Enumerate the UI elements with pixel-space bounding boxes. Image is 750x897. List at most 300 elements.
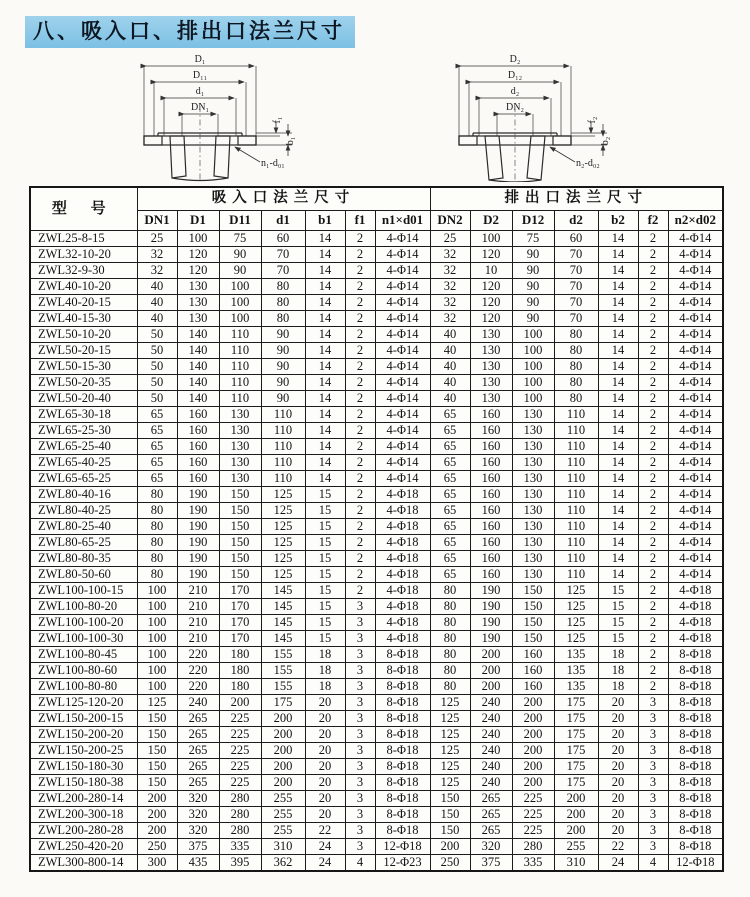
dimension-cell: 3 <box>638 791 668 807</box>
dimension-cell: 65 <box>137 455 177 471</box>
dimension-cell: 125 <box>261 567 305 583</box>
table-row <box>30 503 723 519</box>
dimension-cell: 24 <box>598 855 638 872</box>
dimension-cell: 4-Φ18 <box>375 567 430 583</box>
dimension-cell: 14 <box>305 311 345 327</box>
dimension-cell: 3 <box>345 599 375 615</box>
dimension-cell: 40 <box>430 327 470 343</box>
dimension-cell: 125 <box>430 711 470 727</box>
dimension-cell: 65 <box>430 423 470 439</box>
dimension-cell: 80 <box>430 663 470 679</box>
dimension-cell: 200 <box>261 711 305 727</box>
dimension-cell: 200 <box>261 775 305 791</box>
dimension-cell: 240 <box>470 695 512 711</box>
dimension-cell: 70 <box>261 263 305 279</box>
dimension-cell: 2 <box>638 423 668 439</box>
dimension-cell: 18 <box>305 647 345 663</box>
dimension-cell: 2 <box>345 295 375 311</box>
dimension-cell: 8-Φ18 <box>668 775 723 791</box>
dimension-cell: 12-Φ23 <box>375 855 430 872</box>
dimension-cell: 200 <box>261 759 305 775</box>
dimension-cell: 240 <box>470 711 512 727</box>
dimension-cell: 125 <box>430 695 470 711</box>
dimension-cell: 2 <box>638 439 668 455</box>
dimension-cell: 18 <box>598 679 638 695</box>
model-cell: ZWL40-10-20 <box>30 279 137 295</box>
dimension-cell: 125 <box>430 727 470 743</box>
dimension-cell: 150 <box>219 567 261 583</box>
dimension-cell: 8-Φ18 <box>668 743 723 759</box>
dimension-cell: 32 <box>430 247 470 263</box>
dimension-cell: 65 <box>137 407 177 423</box>
dimension-cell: 20 <box>305 743 345 759</box>
dimension-cell: 150 <box>430 807 470 823</box>
model-cell: ZWL100-100-15 <box>30 583 137 599</box>
dimension-cell: 155 <box>261 647 305 663</box>
dimension-cell: 265 <box>177 727 219 743</box>
dimension-cell: 8-Φ18 <box>668 839 723 855</box>
dimension-cell: 125 <box>261 487 305 503</box>
dimension-cell: 4 <box>638 855 668 872</box>
dimension-cell: 14 <box>598 391 638 407</box>
dimension-cell: 2 <box>638 551 668 567</box>
dimension-cell: 280 <box>219 807 261 823</box>
dimension-cell: 80 <box>261 295 305 311</box>
table-row <box>30 439 723 455</box>
dimension-cell: 65 <box>430 567 470 583</box>
dimension-cell: 130 <box>177 311 219 327</box>
table-row <box>30 791 723 807</box>
dimension-cell: 3 <box>638 743 668 759</box>
dimension-cell: 20 <box>598 823 638 839</box>
dimension-cell: 14 <box>598 263 638 279</box>
dimension-cell: 14 <box>305 455 345 471</box>
dimension-cell: 180 <box>219 663 261 679</box>
dimension-cell: 2 <box>345 455 375 471</box>
dimension-cell: 110 <box>261 455 305 471</box>
model-cell: ZWL150-200-25 <box>30 743 137 759</box>
table-row <box>30 743 723 759</box>
dimension-cell: 255 <box>261 823 305 839</box>
dimension-cell: 130 <box>219 439 261 455</box>
dimension-cell: 140 <box>177 327 219 343</box>
dimension-cell: 190 <box>470 599 512 615</box>
dimension-cell: 2 <box>638 455 668 471</box>
dimension-cell: 80 <box>137 519 177 535</box>
dimension-cell: 4-Φ14 <box>668 247 723 263</box>
dimension-cell: 4-Φ14 <box>375 247 430 263</box>
dimension-cell: 3 <box>345 615 375 631</box>
model-cell: ZWL65-65-25 <box>30 471 137 487</box>
table-row <box>30 455 723 471</box>
dimension-cell: 180 <box>219 647 261 663</box>
dimension-cell: 210 <box>177 599 219 615</box>
flange-cross-section <box>459 106 571 182</box>
model-cell: ZWL80-80-35 <box>30 551 137 567</box>
dimension-cell: 2 <box>345 247 375 263</box>
dimension-cell: 160 <box>470 519 512 535</box>
model-cell: ZWL100-80-20 <box>30 599 137 615</box>
dimension-cell: 14 <box>598 407 638 423</box>
dimension-cell: 150 <box>512 583 554 599</box>
dimension-cell: 4-Φ18 <box>375 631 430 647</box>
model-cell: ZWL150-200-20 <box>30 727 137 743</box>
dimension-cell: 65 <box>430 551 470 567</box>
dimension-cell: 12-Φ18 <box>668 855 723 872</box>
dimension-cell: 3 <box>638 759 668 775</box>
dimension-cell: 255 <box>261 791 305 807</box>
dimension-cell: 70 <box>554 279 598 295</box>
table-row <box>30 695 723 711</box>
dimension-cell: 2 <box>345 551 375 567</box>
dim-label-D1x: D₁₁ <box>192 70 208 81</box>
dimension-cell: 110 <box>554 455 598 471</box>
dimension-cell: 50 <box>137 327 177 343</box>
dimension-cell: 140 <box>177 359 219 375</box>
dimension-cell: 8-Φ18 <box>375 759 430 775</box>
dimension-cell: 120 <box>470 295 512 311</box>
table-row <box>30 599 723 615</box>
table-row <box>30 807 723 823</box>
dimension-cell: 90 <box>512 263 554 279</box>
model-cell: ZWL300-800-14 <box>30 855 137 872</box>
dimension-cell: 100 <box>137 679 177 695</box>
dimension-cell: 150 <box>430 791 470 807</box>
dimension-cell: 20 <box>305 711 345 727</box>
dimension-cell: 2 <box>638 279 668 295</box>
dimension-cell: 80 <box>137 567 177 583</box>
dimension-cell: 130 <box>470 375 512 391</box>
dimension-cell: 8-Φ18 <box>375 791 430 807</box>
dimension-cell: 130 <box>512 407 554 423</box>
dimension-cell: 8-Φ18 <box>668 679 723 695</box>
dimension-cell: 15 <box>305 567 345 583</box>
model-cell: ZWL80-40-25 <box>30 503 137 519</box>
dim-label-b: b₁ <box>285 136 296 146</box>
dimension-cell: 160 <box>177 423 219 439</box>
table-row <box>30 343 723 359</box>
dimension-cell: 200 <box>512 695 554 711</box>
dim-label-DN: DN₂ <box>506 102 524 113</box>
dimension-cell: 90 <box>261 359 305 375</box>
dimension-cell: 4-Φ14 <box>668 423 723 439</box>
dimension-cell: 14 <box>598 567 638 583</box>
model-cell: ZWL80-40-16 <box>30 487 137 503</box>
dimension-cell: 14 <box>598 471 638 487</box>
model-cell: ZWL50-10-20 <box>30 327 137 343</box>
dimension-cell: 145 <box>261 615 305 631</box>
dimension-cell: 4-Φ14 <box>668 231 723 247</box>
dimension-cell: 65 <box>430 455 470 471</box>
dimension-cell: 2 <box>345 327 375 343</box>
dimension-cell: 4-Φ14 <box>668 551 723 567</box>
dimension-cell: 80 <box>430 631 470 647</box>
dim-label-D1x: D₁₂ <box>507 70 523 81</box>
dimension-cell: 120 <box>470 247 512 263</box>
dimension-cell: 175 <box>554 711 598 727</box>
dimension-cell: 80 <box>430 599 470 615</box>
dimension-cell: 135 <box>554 647 598 663</box>
dimension-cell: 20 <box>598 727 638 743</box>
dimension-cell: 220 <box>177 679 219 695</box>
dimension-cell: 80 <box>430 615 470 631</box>
dimension-cell: 3 <box>638 727 668 743</box>
dimension-cell: 4-Φ14 <box>375 455 430 471</box>
dimension-cell: 14 <box>305 231 345 247</box>
dimension-cell: 4-Φ14 <box>668 279 723 295</box>
dimension-cell: 4-Φ14 <box>668 327 723 343</box>
dimension-cell: 4-Φ18 <box>668 615 723 631</box>
dimension-cell: 14 <box>598 519 638 535</box>
table-row <box>30 711 723 727</box>
dimension-cell: 110 <box>554 407 598 423</box>
dimension-cell: 100 <box>512 327 554 343</box>
dimension-cell: 160 <box>470 535 512 551</box>
table-row <box>30 839 723 855</box>
dim-label-DN: DN₁ <box>191 102 209 113</box>
dimension-cell: 3 <box>345 647 375 663</box>
dimension-cell: 20 <box>598 775 638 791</box>
dimension-cell: 4-Φ14 <box>668 375 723 391</box>
dimension-cell: 2 <box>345 311 375 327</box>
dimension-cell: 24 <box>305 839 345 855</box>
dimension-cell: 110 <box>554 439 598 455</box>
dimension-cell: 160 <box>470 551 512 567</box>
dimension-cell: 8-Φ18 <box>668 791 723 807</box>
dimension-cell: 200 <box>512 711 554 727</box>
dimension-cell: 8-Φ18 <box>375 823 430 839</box>
dimension-cell: 15 <box>305 599 345 615</box>
dimension-cell: 2 <box>638 583 668 599</box>
model-cell: ZWL200-300-18 <box>30 807 137 823</box>
dimension-cell: 2 <box>638 615 668 631</box>
suction-group-header: 吸入口法兰尺寸 <box>137 187 430 211</box>
dimension-cell: 155 <box>261 663 305 679</box>
dimension-cell: 225 <box>219 759 261 775</box>
table-row <box>30 679 723 695</box>
dimension-cell: 8-Φ18 <box>668 711 723 727</box>
dimension-cell: 3 <box>638 695 668 711</box>
dimension-cell: 250 <box>430 855 470 872</box>
dim-label-D: D₂ <box>509 54 521 65</box>
dimension-cell: 110 <box>219 391 261 407</box>
model-cell: ZWL100-80-80 <box>30 679 137 695</box>
dimension-cell: 2 <box>345 471 375 487</box>
dimension-cell: 2 <box>638 503 668 519</box>
dimension-cell: 80 <box>261 279 305 295</box>
dimension-cell: 2 <box>345 567 375 583</box>
dimension-cell: 14 <box>598 343 638 359</box>
dimension-cell: 14 <box>598 311 638 327</box>
dimension-cell: 65 <box>430 471 470 487</box>
dimension-cell: 20 <box>598 807 638 823</box>
dimension-cell: 14 <box>598 503 638 519</box>
dimension-cell: 110 <box>219 343 261 359</box>
model-cell: ZWL65-25-40 <box>30 439 137 455</box>
dimension-cell: 2 <box>638 663 668 679</box>
dimension-cell: 125 <box>554 615 598 631</box>
model-cell: ZWL150-200-15 <box>30 711 137 727</box>
dimension-cell: 80 <box>430 583 470 599</box>
dimension-cell: 4-Φ14 <box>668 311 723 327</box>
dimension-cell: 3 <box>345 791 375 807</box>
dimension-cell: 190 <box>177 519 219 535</box>
dimension-cell: 130 <box>512 471 554 487</box>
dimension-cell: 190 <box>177 535 219 551</box>
dimension-cell: 4-Φ14 <box>668 455 723 471</box>
dimension-cell: 200 <box>512 775 554 791</box>
dimension-cell: 2 <box>638 599 668 615</box>
dimension-cell: 20 <box>598 743 638 759</box>
dimension-cell: 130 <box>512 535 554 551</box>
dimension-cell: 125 <box>430 743 470 759</box>
model-cell: ZWL25-8-15 <box>30 231 137 247</box>
dimension-cell: 4-Φ14 <box>668 519 723 535</box>
dimension-cell: 4-Φ18 <box>668 631 723 647</box>
dimension-cell: 175 <box>554 727 598 743</box>
model-cell: ZWL50-15-30 <box>30 359 137 375</box>
dimension-cell: 70 <box>554 295 598 311</box>
diagrams-row <box>0 50 750 182</box>
dimension-cell: 2 <box>345 423 375 439</box>
dimension-cell: 14 <box>305 295 345 311</box>
dimension-cell: 110 <box>261 423 305 439</box>
dimension-cell: 110 <box>261 439 305 455</box>
dimension-cell: 70 <box>261 247 305 263</box>
model-cell: ZWL65-30-18 <box>30 407 137 423</box>
dimension-cell: 4-Φ14 <box>668 487 723 503</box>
dimension-cell: 4-Φ14 <box>668 407 723 423</box>
model-cell: ZWL80-25-40 <box>30 519 137 535</box>
dimension-cell: 150 <box>137 775 177 791</box>
dimension-cell: 3 <box>345 695 375 711</box>
dimension-cell: 100 <box>512 391 554 407</box>
dimension-cell: 18 <box>598 663 638 679</box>
suction-flange-diagram <box>100 50 335 182</box>
dimension-cell: 4-Φ14 <box>375 375 430 391</box>
dimension-cell: 125 <box>137 695 177 711</box>
dimension-cell: 200 <box>470 663 512 679</box>
dimension-cell: 3 <box>345 759 375 775</box>
dimension-cell: 125 <box>430 759 470 775</box>
dimension-cell: 8-Φ18 <box>375 695 430 711</box>
dimension-cell: 110 <box>261 471 305 487</box>
col-header-f1: f1 <box>345 211 375 231</box>
dimension-cell: 80 <box>554 343 598 359</box>
col-header-b2: b2 <box>598 211 638 231</box>
model-cell: ZWL65-40-25 <box>30 455 137 471</box>
dimension-cell: 3 <box>345 663 375 679</box>
dimension-cell: 110 <box>554 551 598 567</box>
dimension-cell: 110 <box>219 375 261 391</box>
dimension-cell: 4-Φ14 <box>668 471 723 487</box>
dimension-cell: 14 <box>598 295 638 311</box>
dimension-cell: 32 <box>430 279 470 295</box>
dimension-cell: 80 <box>554 375 598 391</box>
dimension-cell: 220 <box>177 663 219 679</box>
dimension-cell: 120 <box>177 263 219 279</box>
dimension-cell: 15 <box>305 503 345 519</box>
dimension-cell: 145 <box>261 583 305 599</box>
dimension-cell: 20 <box>598 791 638 807</box>
dimension-cell: 110 <box>554 535 598 551</box>
dimension-cell: 3 <box>638 823 668 839</box>
dimension-cell: 20 <box>305 807 345 823</box>
dimension-cell: 14 <box>305 423 345 439</box>
dimension-cell: 180 <box>219 679 261 695</box>
dimension-cell: 4-Φ14 <box>375 343 430 359</box>
dimension-cell: 110 <box>554 567 598 583</box>
dimension-cell: 2 <box>638 375 668 391</box>
dimension-cell: 90 <box>219 247 261 263</box>
col-header-dn1: DN1 <box>137 211 177 231</box>
dimension-cell: 18 <box>598 647 638 663</box>
dimension-cell: 130 <box>512 439 554 455</box>
dimension-cell: 2 <box>638 519 668 535</box>
dimension-cell: 20 <box>598 711 638 727</box>
dimension-cell: 150 <box>137 743 177 759</box>
dimension-cell: 110 <box>554 471 598 487</box>
dimension-cell: 3 <box>345 727 375 743</box>
dimension-cell: 160 <box>512 679 554 695</box>
dimension-cell: 225 <box>219 727 261 743</box>
dimension-cell: 4-Φ14 <box>375 439 430 455</box>
col-header-n2d02: n2×d02 <box>668 211 723 231</box>
dimension-cell: 160 <box>470 503 512 519</box>
dimension-cell: 75 <box>512 231 554 247</box>
dimension-cell: 14 <box>305 359 345 375</box>
dimension-cell: 310 <box>554 855 598 872</box>
dimension-cell: 200 <box>554 791 598 807</box>
dimension-cell: 130 <box>177 279 219 295</box>
dimension-cell: 4-Φ18 <box>375 487 430 503</box>
dimension-cell: 190 <box>177 503 219 519</box>
dimension-cell: 100 <box>137 663 177 679</box>
dimension-cell: 2 <box>638 647 668 663</box>
dimension-cell: 12-Φ18 <box>375 839 430 855</box>
dimension-cell: 100 <box>470 231 512 247</box>
col-header-f2: f2 <box>638 211 668 231</box>
dimension-cell: 320 <box>177 791 219 807</box>
dimension-cell: 160 <box>470 423 512 439</box>
model-column-header: 型 号 <box>30 187 137 231</box>
dimension-cell: 8-Φ18 <box>375 775 430 791</box>
dimension-cell: 160 <box>470 407 512 423</box>
dimension-cell: 3 <box>345 807 375 823</box>
dimension-cell: 250 <box>137 839 177 855</box>
dimension-cell: 4-Φ14 <box>375 311 430 327</box>
model-cell: ZWL32-10-20 <box>30 247 137 263</box>
dimension-cell: 125 <box>554 583 598 599</box>
dimension-cell: 65 <box>137 423 177 439</box>
dimension-cell: 2 <box>638 295 668 311</box>
dimension-cell: 3 <box>345 679 375 695</box>
dimension-cell: 225 <box>512 823 554 839</box>
table-row <box>30 583 723 599</box>
dimension-cell: 130 <box>512 567 554 583</box>
dimension-cell: 2 <box>345 503 375 519</box>
dimension-cell: 2 <box>345 263 375 279</box>
model-cell: ZWL40-15-30 <box>30 311 137 327</box>
dimension-cell: 265 <box>470 823 512 839</box>
dimension-cell: 225 <box>219 711 261 727</box>
dimension-cell: 8-Φ18 <box>668 727 723 743</box>
dimension-cell: 90 <box>512 311 554 327</box>
dimension-cell: 8-Φ18 <box>668 647 723 663</box>
dimension-cell: 80 <box>430 679 470 695</box>
dimension-cell: 362 <box>261 855 305 872</box>
dimension-cell: 2 <box>638 631 668 647</box>
